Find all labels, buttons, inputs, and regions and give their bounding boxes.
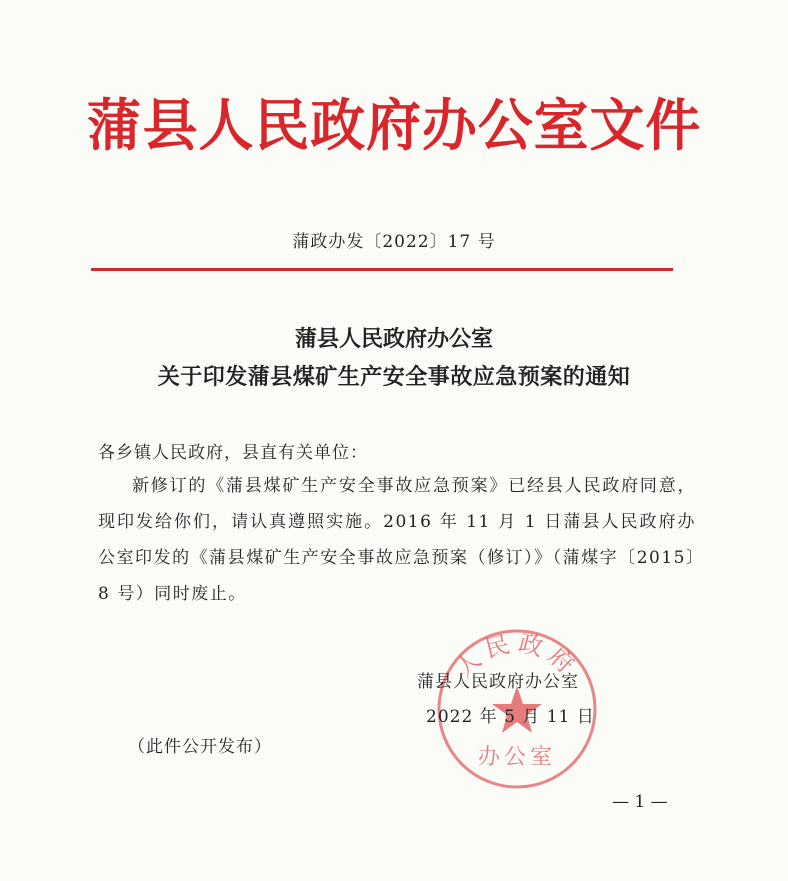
red-separator-line: [91, 268, 673, 271]
salutation: 各乡镇人民政府，县直有关单位：: [98, 443, 368, 463]
notice-title-subject: 关于印发蒲县煤矿生产安全事故应急预案的通知: [157, 364, 631, 390]
document-header-title: 蒲县人民政府办公室文件: [86, 94, 702, 159]
document-number: 蒲政办发〔2022〕17 号: [292, 232, 496, 252]
seal-bottom-text: 办公室: [477, 745, 557, 770]
notice-title-issuer: 蒲县人民政府办公室: [294, 326, 493, 352]
signature-organization: 蒲县人民政府办公室: [417, 672, 579, 692]
seal-top-text: 人民政府: [450, 628, 584, 683]
notice-body: 新修订的《蒲县煤矿生产安全事故应急预案》已经县人民政府同意，现印发给你们，请认真遵照实施。2016 年 11 月 1 日蒲县人民政府办公室印发的《蒲县煤矿生产安全事故应急预案（修订）》（蒲煤字〔2015〕8 号）同时废止。: [98, 476, 696, 604]
page-number: — 1 —: [612, 792, 668, 812]
signature-date: 2022 年 5 月 11 日: [426, 707, 595, 727]
public-release-note: （此件公开发布）: [128, 737, 272, 757]
